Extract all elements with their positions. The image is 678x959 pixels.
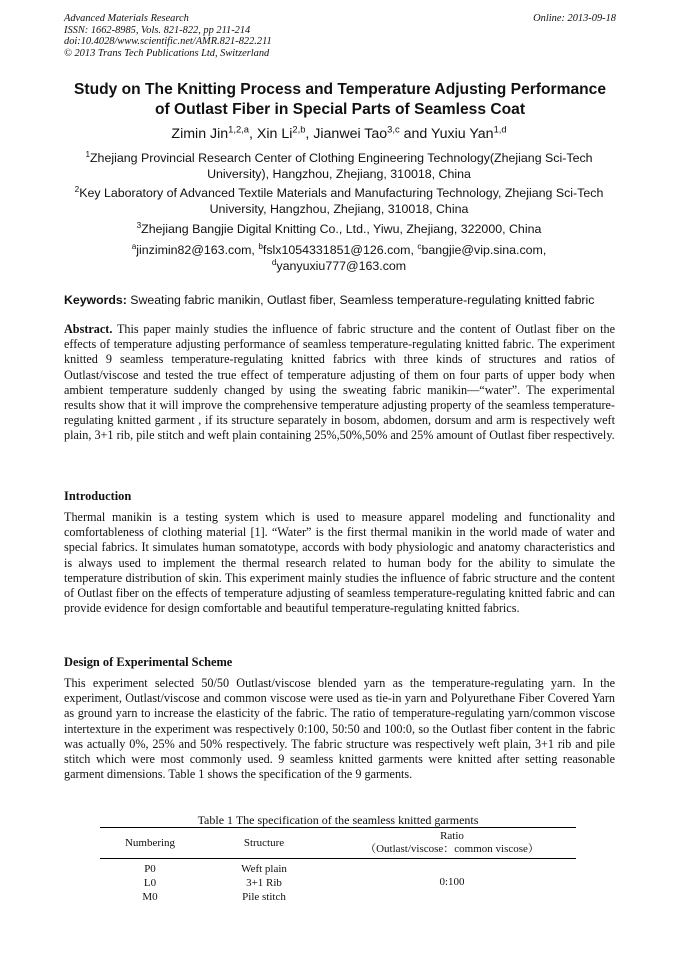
affiliation-text: Zhejiang Bangjie Digital Knitting Co., Ltd., Yiwu, Zhejiang, 322000, China — [141, 222, 542, 236]
header-ratio — [328, 828, 576, 859]
table-caption: Table 1 The specification of the seamless knitted garments — [197, 813, 479, 827]
table-header-row — [100, 828, 576, 859]
spec-table — [100, 827, 576, 904]
affiliation-mark: 2 — [74, 184, 80, 194]
cell-structure: 3+1 Rib — [246, 877, 282, 889]
title-line-1: Study on The Knitting Process and Temperature Adjusting Performance — [74, 81, 606, 98]
keywords — [64, 293, 624, 308]
author-name: Zimin Jin — [171, 126, 229, 142]
paper-title — [44, 80, 636, 120]
author-separator: , — [305, 126, 314, 142]
header-ratio-label: Ratio — [440, 830, 464, 842]
affiliation-2 — [60, 185, 618, 217]
author-separator: , — [249, 126, 257, 142]
doi-line: doi:10.4028/www.scientific.net/AMR.821-822.211 — [64, 36, 272, 48]
email-list — [60, 242, 618, 274]
cell-structure: Pile stitch — [242, 891, 286, 903]
abstract-text: This paper mainly studies the influence of fabric structure and the content of Outlast fiber on the effects of temperature adjusting performance of seamless temperature-regulating knitted fabric. The experiment knitted 9 seamless temperature-regulating knitted fabrics with three kinds of structures and ratios of Outlast/viscose and tested the true effect of temperature adjusting of them on four parts of upper body when ambient temperature suddenly changed by using the sweating fabric manikin—“water”. The experimental results show that it will improve the comprehensive temperature adjusting property of the seamless temperature-regulating knitted garment , if its structure separately in bosom, abdomen, dorsum and arm is respectively weft plain, 3+1 rib, pile stitch and weft plain containing 25%,50%,50% and 25% amount of Outlast fiber respectively. — [64, 322, 616, 443]
copyright-line: © 2013 Trans Tech Publications Ltd, Switzerland — [64, 47, 270, 59]
author-separator: and — [399, 126, 431, 142]
email-link[interactable]: yanyuxiu777@163.com — [276, 259, 407, 273]
design-heading: Design of Experimental Scheme — [64, 655, 233, 669]
affiliation-3 — [60, 221, 618, 237]
design-paragraph: This experiment selected 50/50 Outlast/viscose blended yarn as the temperature-regulating yarn. In the experiment, Outlast/viscose and common viscose were used as tie-in yarn and Polyurethane Fiber Covered Yarn as ground yarn to increase the elasticity of the fabric. The ratio of temperature-regulating yarn/common viscose intertexture in the experiment was respectively 0:100, 50:50 and 100:0, so the Outlast fiber content in the fabric was actually 0%, 25% and 50% respectively. The fabric structure was respectively weft plain, 3+1 rib and pile stitch which were most commonly used. 9 seamless knitted garments were knitted after setting reasonable garment dimensions. Table 1 shows the specification of the 9 garments. — [64, 676, 615, 782]
keywords-label: Keywords: — [64, 293, 127, 307]
title-line-2: of Outlast Fiber in Special Parts of Seamless Coat — [154, 101, 526, 118]
header-ratio-sub: （Outlast/viscose：common viscose） — [365, 843, 539, 855]
author-name: Jianwei Tao — [313, 126, 388, 142]
affiliation-1 — [60, 150, 618, 182]
abstract-label: Abstract. — [64, 322, 113, 336]
issn-line: ISSN: 1662-8985, Vols. 821-822, pp 211-214 — [64, 24, 251, 36]
affiliation-mark: 3 — [136, 220, 142, 230]
cell-ratio: 0:100 — [439, 875, 465, 888]
author-list — [30, 125, 648, 143]
keywords-text: Sweating fabric manikin, Outlast fiber, Seamless temperature-regulating knitted fabric — [130, 293, 595, 307]
cell-numbering: P0 — [144, 863, 156, 875]
abstract — [64, 322, 615, 444]
cell-numbering: L0 — [143, 877, 157, 889]
intro-heading: Introduction — [64, 489, 132, 503]
email-mark: b — [258, 241, 263, 251]
cell-numbering: M0 — [142, 891, 158, 903]
email-mark: c — [417, 241, 422, 251]
journal-name: Advanced Materials Research — [64, 13, 189, 24]
author-superscript: 3,c — [387, 124, 400, 135]
intro-paragraph: Thermal manikin is a testing system which is used to measure apparel modeling and functionality and comfortableness of clothing material [1]. “Water” is the first thermal manikin in the world made of water and special fabrics. It simulates human somatotype, accords with body physiologic and anatomy characteristics and is always used to implement the thermal research related to human body for the ability to simulate the temperature distribution of skin. This experiment mainly studies the influence of fabric structure and the content of Outlast fiber on the effects of temperature adjusting of seamless temperature-regulating knitted fabric and can provide evidence for design comfortable and beautiful temperature-regulating knitted fabrics. — [64, 510, 615, 616]
email-link[interactable]: jinzimin82@163.com, — [136, 243, 259, 257]
email-link[interactable]: bangjie@vip.sina.com, — [421, 243, 547, 257]
affiliation-text: Zhejiang Provincial Research Center of Clothing Engineering Technology(Zhejiang Sci-Tech University), Hangzhou, Zhejiang, 310018, China — [89, 151, 593, 181]
cell-structure: Weft plain — [241, 863, 287, 875]
author-superscript: 2,b — [292, 124, 306, 135]
header-structure: Structure — [243, 836, 285, 849]
author-name: Yuxiu Yan — [430, 126, 494, 142]
author-superscript: 1,2,a — [228, 124, 249, 135]
affiliation-mark: 1 — [85, 149, 90, 159]
journal-header — [64, 13, 616, 59]
table-row — [100, 859, 576, 877]
author-name: Xin Li — [256, 126, 293, 142]
author-superscript: 1,d — [493, 124, 507, 135]
email-mark: d — [271, 257, 277, 267]
affiliation-text: Key Laboratory of Advanced Textile Materials and Manufacturing Technology, Zhejiang Sci-Tech University, Hangzhou, Zhejiang, 310018, China — [79, 186, 604, 216]
email-link[interactable]: fslx1054331851@126.com, — [262, 243, 418, 257]
online-date: Online: 2013-09-18 — [533, 13, 616, 24]
header-numbering: Numbering — [124, 836, 176, 849]
email-mark: a — [131, 241, 137, 251]
